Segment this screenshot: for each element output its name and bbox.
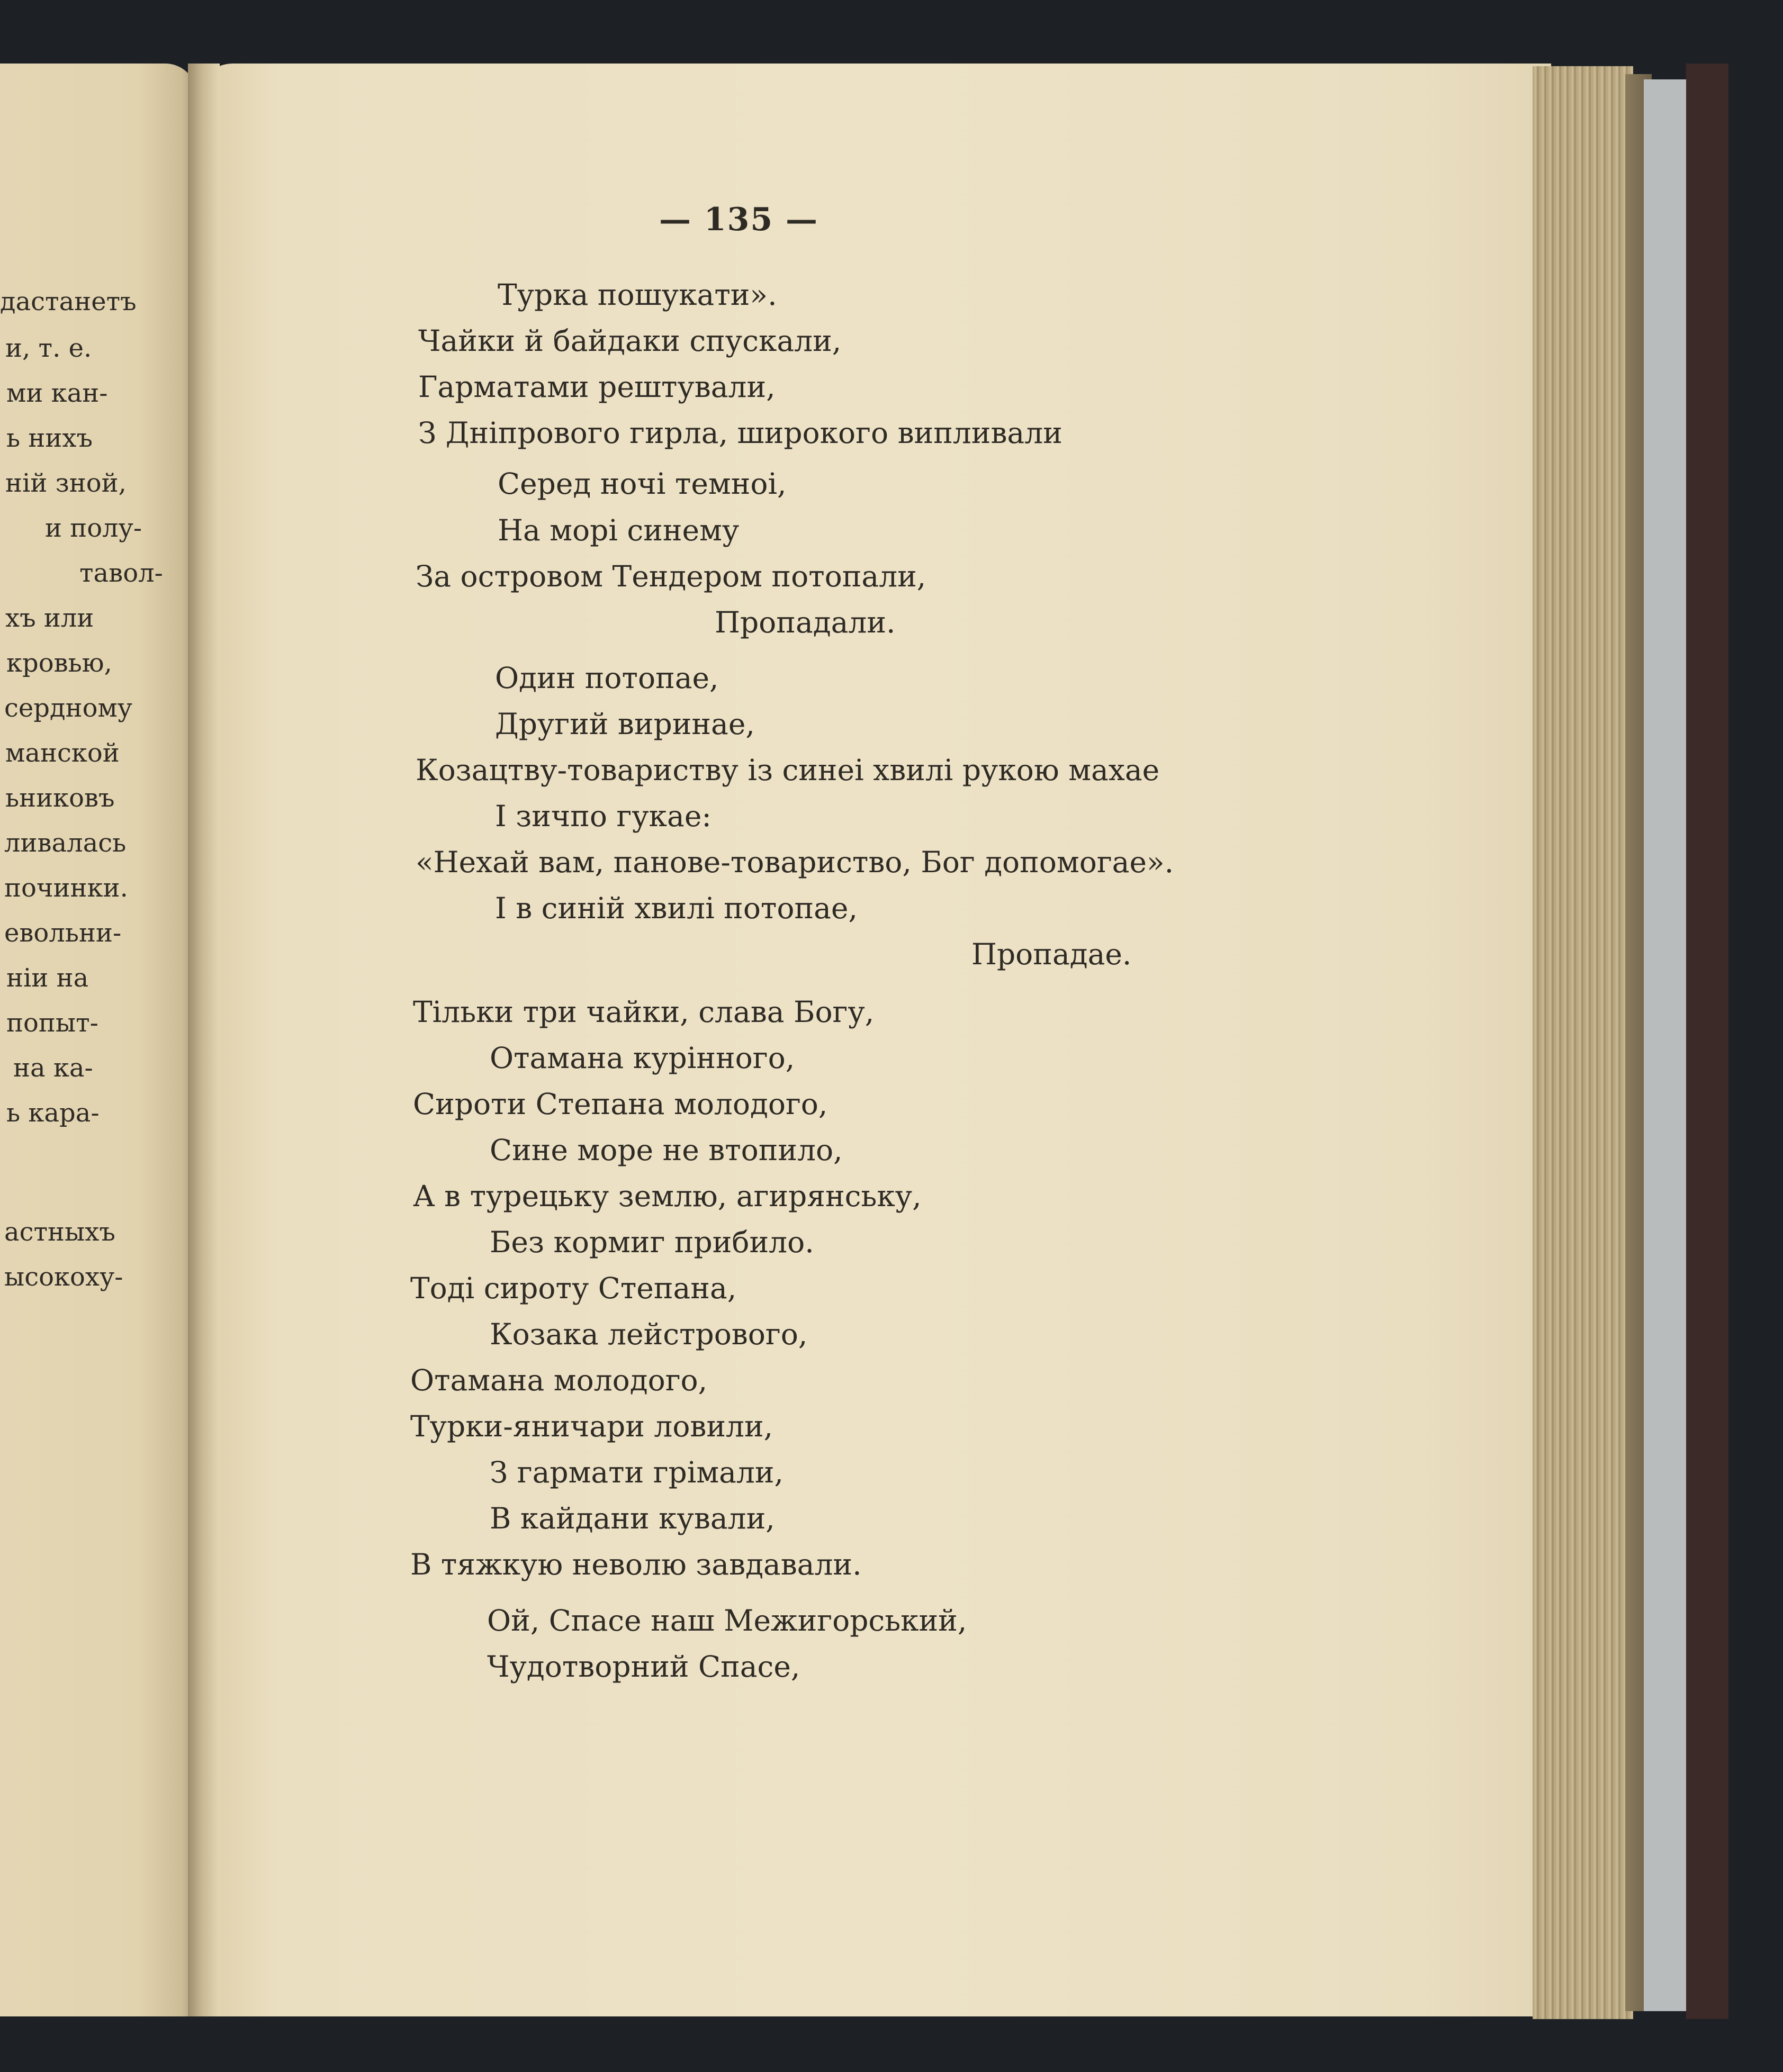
poem-line: Ой, Спасе наш Межигорський, <box>487 1604 967 1637</box>
poem-line: Один потопае, <box>495 661 719 695</box>
prev-line: ніи на <box>6 963 89 993</box>
prev-line: ь нихъ <box>6 423 93 453</box>
poem-line: Отамана курінного, <box>490 1041 795 1075</box>
prev-line: ь кара- <box>6 1098 100 1128</box>
poem-line: Козака лейстрового, <box>490 1317 808 1351</box>
prev-line: хъ или <box>5 603 94 633</box>
poem-line: Сине море не втопило, <box>490 1133 843 1167</box>
prev-line: ьниковъ <box>5 783 115 813</box>
prev-line: и полу- <box>45 513 142 543</box>
poem-line: Козацтву-товариству із синеі хвилі рукою махае <box>416 753 1160 787</box>
poem-line: Другий виринае, <box>495 707 755 741</box>
poem-line: Турки-яничари ловили, <box>410 1409 773 1443</box>
poem-line: А в турецьку землю, агирянську, <box>413 1179 922 1213</box>
prev-line: сердному <box>4 693 133 723</box>
poem-line: Тоді сироту Степана, <box>410 1271 737 1305</box>
prev-line: дастанетъ <box>0 287 137 316</box>
prev-line: кровью, <box>6 648 112 678</box>
poem-line: З Дніпрового гирла, широкого випливали <box>418 416 1062 450</box>
poem-line: З гармати грімали, <box>490 1455 784 1489</box>
poem-line: Серед ночі темноі, <box>498 467 787 501</box>
poem-line: Чайки й байдаки спускали, <box>418 324 842 358</box>
poem-line: «Нехай вам, панове-товариство, Бог допомогае». <box>416 845 1174 879</box>
prev-line: починки. <box>4 873 128 903</box>
prev-line: ливалась <box>4 828 127 858</box>
page-number: — 135 — <box>659 201 819 238</box>
prev-line: и, т. е. <box>5 333 92 363</box>
prev-line: евольни- <box>4 918 122 948</box>
current-page <box>196 64 1551 2016</box>
poem-line: Тільки три чайки, слава Богу, <box>413 995 875 1029</box>
poem-line: Пропадали. <box>715 605 896 639</box>
prev-line: манской <box>5 738 120 768</box>
page-edges <box>1533 66 1633 2019</box>
poem-line: Гарматами рештували, <box>418 370 776 404</box>
prev-line: ми кан- <box>6 378 108 408</box>
endpaper <box>1644 79 1689 2011</box>
poem-line: Сироти Степана молодого, <box>413 1087 828 1121</box>
prev-line: ній зной, <box>5 468 127 498</box>
poem-line: Чудотворний Спасе, <box>487 1650 800 1684</box>
poem-line: В тяжкую неволю завдавали. <box>410 1548 862 1581</box>
poem-line: Турка пошукати». <box>498 278 777 312</box>
poem-line: На морі синему <box>498 513 740 547</box>
book-gutter <box>188 64 220 2016</box>
poem-line: І в синій хвилі потопае, <box>495 891 858 925</box>
prev-line: на ка- <box>13 1053 93 1083</box>
prev-line: тавол- <box>79 558 163 588</box>
poem-line: Отамана молодого, <box>410 1363 708 1397</box>
poem-line: Без кормиг прибило. <box>490 1225 814 1259</box>
book-cover <box>1686 64 1728 2019</box>
poem-line: В кайдани кували, <box>490 1501 775 1535</box>
poem-line: За островом Тендером потопали, <box>416 559 926 593</box>
prev-line: астныхъ <box>4 1217 115 1247</box>
poem-line: І зичпо гукае: <box>495 799 712 833</box>
prev-line: ысокоху- <box>4 1262 123 1292</box>
prev-line: попыт- <box>6 1008 98 1038</box>
poem-line: Пропадае. <box>971 937 1132 971</box>
